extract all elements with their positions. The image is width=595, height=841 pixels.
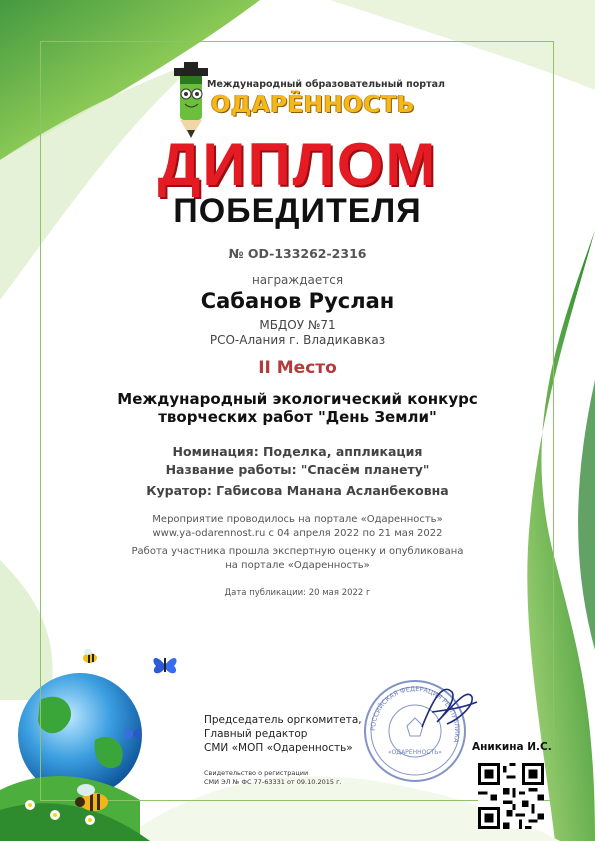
butterfly-small-icon [122,722,144,744]
signature-block [204,713,362,755]
bee-icon [80,648,100,666]
info-line4: на портале «Одаренность» [225,560,370,571]
recipient-name: Сабанов Руслан [200,289,395,313]
registration-info [204,769,342,787]
recipient-location: РСО-Алания г. Владикавказ [209,333,386,347]
info-line2: www.ya-odarennost.ru с 04 апреля 2022 по 21 мая 2022 [152,528,443,539]
publication-date: Дата публикации: 20 мая 2022 г [224,588,371,598]
diploma-subtitle: ПОБЕДИТЕЛЯ [173,192,422,230]
info-line1: Мероприятие проводилось на портале «Одаренность» [152,514,443,525]
handwritten-signature [412,672,482,742]
logo-name: ОДАРЁННОСТЬ [211,92,416,118]
registration-line2: СМИ ЭЛ № ФС 77-63331 от 09.10.2015 г. [204,778,342,786]
diploma-title: ДИПЛОМ [157,131,438,198]
contest-title-line1: Международный экологический конкурс [117,390,478,408]
work-title: Название работы: "Спасём планету" [165,462,430,477]
signature-line2: Главный редактор [204,728,308,740]
info-line3: Работа участника прошла экспертную оценку и опубликована [131,546,464,557]
diploma-number: № OD-133262-2316 [228,246,367,261]
awarded-label: награждается [251,273,344,287]
curator: Куратор: Габисова Манана Асланбековна [146,483,449,498]
signature-line3: СМИ «МОП «Одаренность» [204,742,353,754]
nomination: Номинация: Поделка, аппликация [172,444,423,459]
signature-line1: Председатель оргкомитета, [204,714,362,726]
registration-line1: Свидетельство о регистрации [204,769,309,777]
butterfly-icon [150,650,180,680]
place-award: II Место [258,358,337,378]
stamp-outer-text: РОССИЙСКАЯ ФЕДЕРАЦИЯ РЕСПУБЛИКА [368,684,462,744]
qr-code [478,763,544,829]
bee-large-icon [72,780,112,816]
logo-portal-label: Международный образовательный портал [207,79,445,90]
signer-name: Аникина И.С. [472,741,552,753]
stamp-inner-text: «ОДАРЁННОСТЬ» [388,749,442,756]
recipient-organization: МБДОУ №71 [259,318,336,332]
contest-title-line2: творческих работ "День Земли" [158,408,437,426]
portal-logo [165,64,445,134]
